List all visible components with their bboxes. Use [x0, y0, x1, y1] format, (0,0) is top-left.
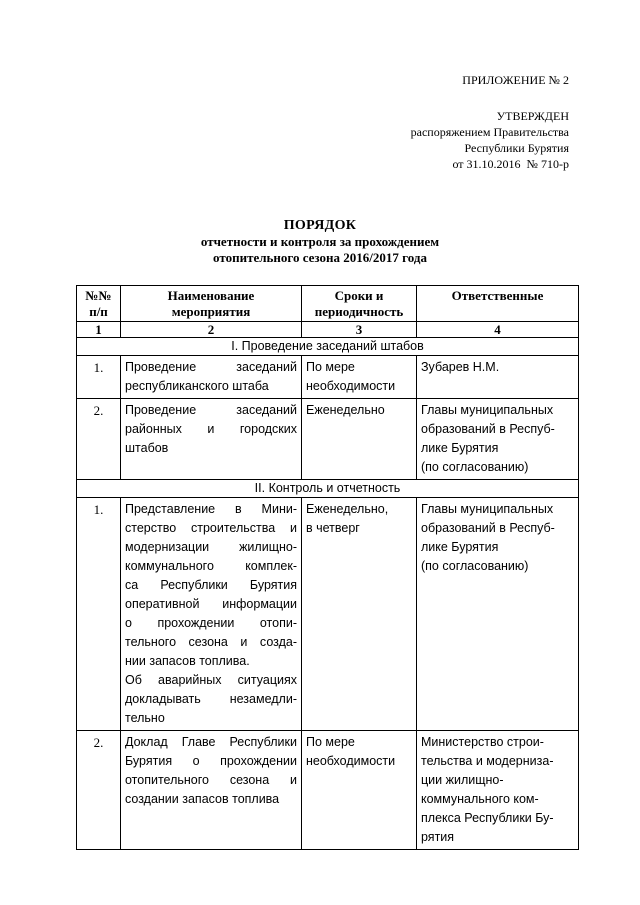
- activity-line: Проведение заседаний: [125, 360, 297, 374]
- activity-line: тельного сезона и созда-: [125, 635, 297, 649]
- responsible-line: Зубарев Н.М.: [421, 360, 500, 374]
- activity-line: создании запасов топлива: [125, 792, 280, 806]
- approval-line-4: от 31.10.2016 № 710-р: [452, 157, 569, 171]
- title-line-2: отчетности и контроля за прохождением: [200, 234, 440, 249]
- terms-cell: [302, 399, 417, 480]
- responsible-line: Главы муниципальных: [421, 502, 554, 516]
- activity-line: республиканского штаба: [125, 379, 269, 393]
- col-number-2: 2: [121, 322, 302, 338]
- terms-cell: [302, 356, 417, 399]
- activity-line: Представление в Мини-: [125, 502, 297, 516]
- procedure-table: [76, 285, 579, 850]
- activity-line: оперативной информации: [125, 597, 297, 611]
- activity-line: Доклад Главе Республики: [125, 735, 297, 749]
- activity-line: о прохождении отопи-: [125, 616, 297, 630]
- activity-line: районных и городских: [125, 422, 297, 436]
- header-num-line-2: п/п: [89, 304, 108, 319]
- terms-line: Еженедельно: [306, 403, 385, 417]
- responsible-line: рятия: [421, 830, 455, 844]
- section-row: [77, 480, 579, 498]
- header-terms: [302, 286, 417, 322]
- terms-line: По мере: [306, 360, 355, 374]
- terms-line: необходимости: [306, 754, 396, 768]
- header-terms-line-2: периодичность: [314, 304, 404, 319]
- approval-line-2: распоряжением Правительства: [410, 125, 569, 139]
- terms-cell: [302, 498, 417, 731]
- table-row: [77, 731, 579, 850]
- terms-line: По мере: [306, 735, 355, 749]
- activity-line: Бурятия о прохождении: [125, 754, 297, 768]
- approval-line-1: УТВЕРЖДЕН: [496, 109, 569, 123]
- appendix-label: [462, 72, 569, 88]
- row-number: 1.: [77, 498, 121, 731]
- terms-line: необходимости: [306, 379, 396, 393]
- column-number-row: [77, 322, 579, 338]
- responsible-line: ции жилищно-: [421, 773, 504, 787]
- terms-line: в четверг: [306, 521, 360, 535]
- approval-line-3: Республики Бурятия: [464, 141, 569, 155]
- row-number: 1.: [77, 356, 121, 399]
- activity-cell: [121, 498, 302, 731]
- appendix-text: ПРИЛОЖЕНИЕ № 2: [462, 73, 569, 87]
- section-row: [77, 338, 579, 356]
- section-title: I. Проведение заседаний штабов: [77, 338, 579, 356]
- activity-line: докладывать незамедли-: [125, 692, 297, 706]
- responsible-line: лике Бурятия: [421, 540, 499, 554]
- table-row: [77, 399, 579, 480]
- responsible-cell: [417, 731, 579, 850]
- row-number: 2.: [77, 731, 121, 850]
- title-line-1: ПОРЯДОК: [283, 218, 357, 233]
- title-line-3: отопительного сезона 2016/2017 года: [213, 250, 427, 265]
- header-responsible: [417, 286, 579, 322]
- activity-line: модернизации жилищно-: [125, 540, 297, 554]
- header-terms-line-1: Сроки и: [334, 288, 384, 303]
- header-num-line-1: №№: [85, 288, 112, 303]
- activity-line: коммунального комплек-: [125, 559, 297, 573]
- activity-line: штабов: [125, 441, 169, 455]
- responsible-line: тельства и модерниза-: [421, 754, 554, 768]
- responsible-cell: [417, 399, 579, 480]
- section-title: II. Контроль и отчетность: [77, 480, 579, 498]
- activity-line: тельно: [125, 711, 165, 725]
- header-resp-text: Ответственные: [451, 288, 544, 303]
- responsible-line: Министерство строи-: [421, 735, 544, 749]
- table-row: [77, 356, 579, 399]
- header-name-line-2: мероприятия: [171, 304, 251, 319]
- col-number-4: 4: [417, 322, 579, 338]
- activity-cell: [121, 399, 302, 480]
- terms-cell: [302, 731, 417, 850]
- col-number-1: 1: [77, 322, 121, 338]
- table-row: [77, 498, 579, 731]
- responsible-line: плекса Республики Бу-: [421, 811, 554, 825]
- activity-line: Об аварийных ситуациях: [125, 673, 297, 687]
- responsible-line: лике Бурятия: [421, 441, 499, 455]
- responsible-line: образований в Респуб-: [421, 422, 555, 436]
- responsible-line: Главы муниципальных: [421, 403, 554, 417]
- terms-line: Еженедельно,: [306, 502, 389, 516]
- approval-block: [411, 108, 569, 172]
- responsible-line: (по согласованию): [421, 559, 529, 573]
- table-body: [77, 338, 579, 850]
- activity-line: са Республики Бурятия: [125, 578, 297, 592]
- header-name-line-1: Наименование: [167, 288, 255, 303]
- col-number-3: 3: [302, 322, 417, 338]
- row-number: 2.: [77, 399, 121, 480]
- header-num: [77, 286, 121, 322]
- document-title: [0, 218, 640, 266]
- responsible-line: образований в Респуб-: [421, 521, 555, 535]
- activity-line: Проведение заседаний: [125, 403, 297, 417]
- responsible-cell: [417, 356, 579, 399]
- activity-cell: [121, 731, 302, 850]
- activity-line: стерство строительства и: [125, 521, 297, 535]
- responsible-line: коммунального ком-: [421, 792, 539, 806]
- header-name: [121, 286, 302, 322]
- activity-line: нии запасов топлива.: [125, 654, 250, 668]
- activity-cell: [121, 356, 302, 399]
- activity-line: отопительного сезона и: [125, 773, 297, 787]
- responsible-cell: [417, 498, 579, 731]
- responsible-line: (по согласованию): [421, 460, 529, 474]
- table-header-row: [77, 286, 579, 322]
